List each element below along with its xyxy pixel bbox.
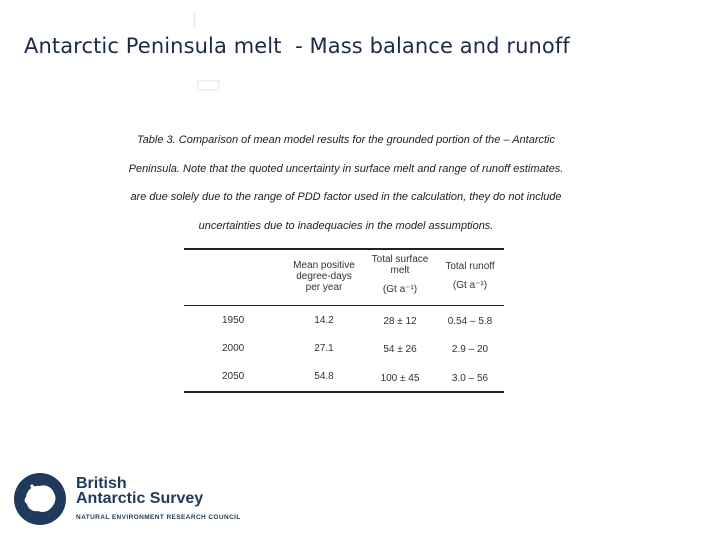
caption-line: Table 3. Comparison of mean model results for the grounded portion of the – Antarctic: [136, 134, 556, 146]
cell-melt: 28 ± 12: [383, 316, 417, 327]
table-caption: [92, 126, 600, 240]
cell-melt: 100 ± 45: [380, 373, 420, 384]
header-mean-pdd: Mean positive degree-days per year: [293, 260, 355, 293]
caption-line: Peninsula. Note that the quoted uncertainty in surface melt and range of runoff estimates.: [128, 162, 564, 175]
cell-year: 2000: [222, 343, 245, 354]
cell-year: 2050: [222, 371, 245, 382]
cell-melt: 54 ± 26: [383, 344, 417, 355]
faint-mark: |: [192, 12, 197, 28]
bas-logo: [12, 470, 272, 530]
cell-pdd: 14.2: [314, 315, 334, 326]
caption-line: are due solely due to the range of PDD factor used in the calculation, they do not include: [130, 191, 562, 203]
cell-runoff: 0.54 – 5.8: [447, 316, 493, 327]
cell-pdd: 27.1: [314, 343, 334, 354]
table-rule-top: [184, 248, 504, 250]
results-table: [184, 248, 504, 394]
antarctica-globe-icon: [12, 471, 68, 527]
slide-title: Antarctic Peninsula melt - Mass balance and runoff: [24, 34, 570, 58]
table-rule-bottom: [184, 391, 504, 393]
table-rule-mid: [184, 305, 504, 306]
logo-text-nerc: NATURAL ENVIRONMENT RESEARCH COUNCIL: [76, 514, 241, 521]
header-total-melt: Total surface melt (Gt a⁻¹): [371, 254, 429, 295]
cell-pdd: 54.8: [314, 371, 334, 382]
header-total-runoff: Total runoff (Gt a⁻¹): [445, 261, 495, 291]
faint-mark: ▭: [194, 66, 223, 101]
cell-runoff: 3.0 – 56: [451, 373, 489, 384]
cell-year: 1950: [222, 315, 245, 326]
logo-text-antarctic-survey: Antarctic Survey: [76, 490, 204, 507]
caption-line: uncertainties due to inadequacies in the model assumptions.: [198, 219, 494, 232]
cell-runoff: 2.9 – 20: [451, 344, 489, 355]
logo-text-british: British: [76, 475, 127, 492]
